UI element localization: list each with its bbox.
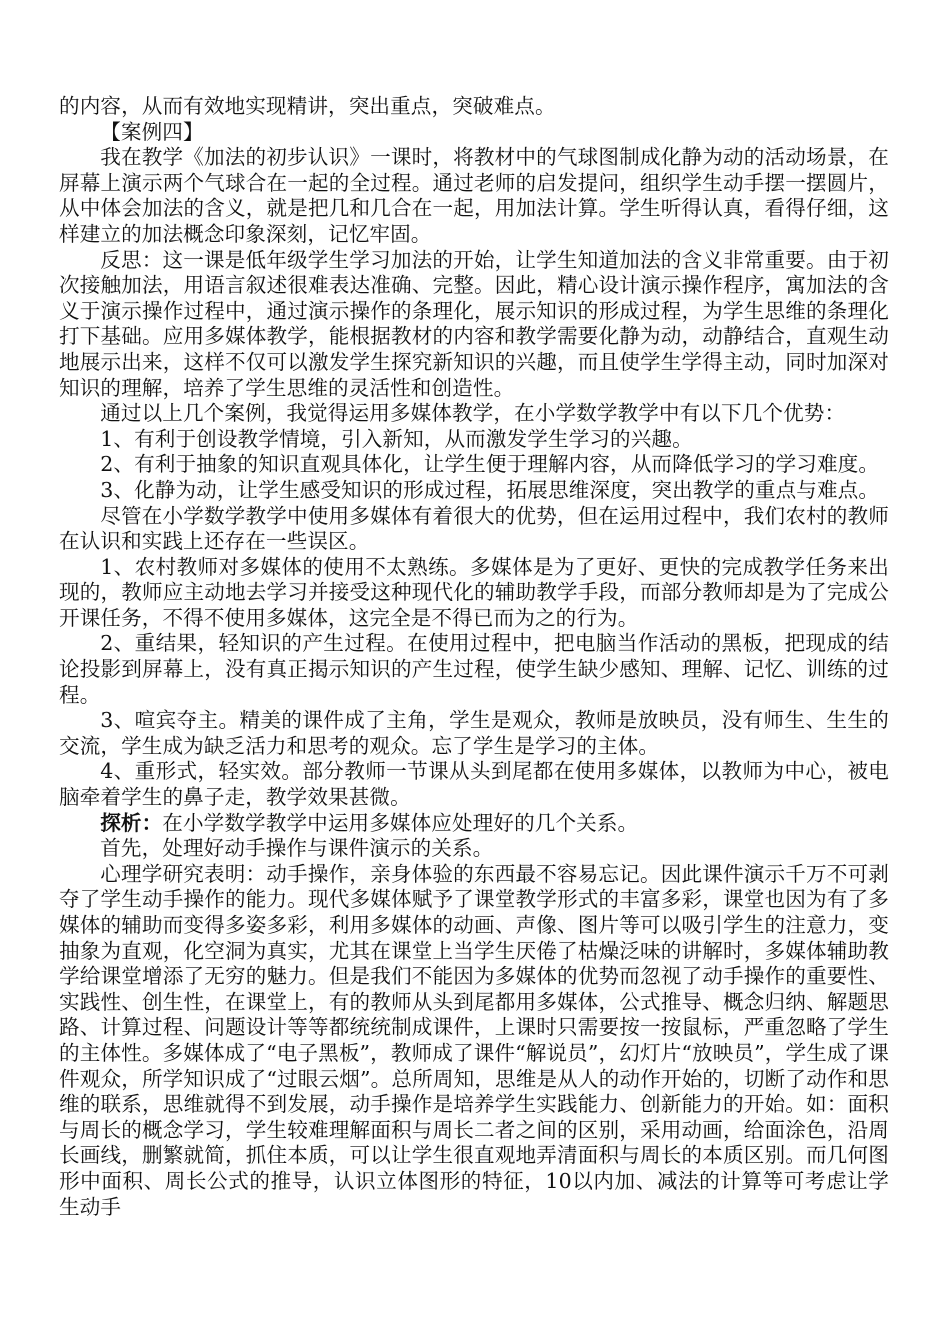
list-item-misconception-3: 3、喧宾夺主。精美的课件成了主角，学生是观众，教师是放映员，没有师生、生生的交流，学生成为缺乏活力和思考的观众。忘了学生是学习的主体。 — [59, 708, 889, 758]
analysis-label: 探析： — [100, 810, 163, 835]
list-item-advantage-3: 3、化静为动，让学生感受知识的形成过程，拓展思维深度，突出教学的重点与难点。 — [100, 477, 880, 502]
paragraph-psychology: 心理学研究表明：动手操作，亲身体验的东西最不容易忘记。因此课件演示千万不可剥夺了学生动手操作的能力。现代多媒体赋予了课堂教学形式的丰富多彩，课堂也因为有了多媒体的辅助而变得多姿多彩，利用多媒体的动画、声像、图片等可以吸引学生的注意力，变抽象为直观，化空洞为真实，尤其在课堂上当学生厌倦了枯燥泛味的讲解时，多媒体辅助教学给课堂增添了无穷的魅力。但是我们不能因为多媒体的优势而忽视了动手操作的重要性、实践性、创生性，在课堂上，有的教师从头到尾都用多媒体，公式推导、概念归纳、解题思路、计算过程、问题设计等等都统统制成课件，上课时只需要按一按鼠标，严重忽略了学生的主体性。多媒体成了“电子黑板”，教师成了课件“解说员”，幻灯片“放映员”，学生成了课件观众，所学知识成了“过眼云烟”。总所周知，思维是从人的动作开始的，切断了动作和思维的联系，思维就得不到发展，动手操作是培养学生实践能力、创新能力的开始。如：面积与周长的概念学习，学生较难理解面积与周长二者之间的区别，采用动画，给面涂色，沿周长画线，删繁就简，抓住本质，可以让学生很直观地弄清面积与周长的本质区别。而几何图形中面积、周长公式的推导，认识立体图形的特征，10以内加、减法的计算等可考虑让学生动手 — [59, 861, 889, 1219]
list-item-advantage-2: 2、有利于抽象的知识直观具体化，让学生便于理解内容，从而降低学习的学习难度。 — [100, 452, 880, 477]
paragraph-first-relation: 首先，处理好动手操作与课件演示的关系。 — [100, 836, 494, 861]
paragraph-analysis — [59, 811, 889, 837]
list-item-misconception-4: 4、重形式，轻实效。部分教师一节课从头到尾都在使用多媒体，以教师为中心，被电脑牵着学生的鼻子走，教学效果甚微。 — [59, 759, 889, 810]
list-item-misconception-2: 2、重结果，轻知识的产生过程。在使用过程中，把电脑当作活动的黑板，把现成的结论投影到屏幕上，没有真正揭示知识的产生过程，使学生缺少感知、理解、记忆、训练的过程。 — [59, 631, 889, 707]
case-heading: 【案例四】 — [100, 119, 204, 144]
list-item-misconception-1: 1、农村教师对多媒体的使用不太熟练。多媒体是为了更好、更快的完成教学任务来出现的，教师应主动地去学习并接受这种现代化的辅助教学手段，而部分教师却是为了完成公开课任务，不得不使用多媒体，这完全是不得已而为之的行为。 — [59, 554, 889, 630]
paragraph-case-four: 我在教学《加法的初步认识》一课时，将教材中的气球图制成化静为动的活动场景，在屏幕上演示两个气球合在一起的全过程。通过老师的启发提问，组织学生动手摆一摆圆片，从中体会加法的含义，就是把几和几合在一起，用加法计算。学生听得认真，看得仔细，这样建立的加法概念印象深刻，记忆牢固。 — [59, 145, 889, 246]
document-page — [59, 94, 889, 1220]
paragraph-continuation: 的内容，从而有效地实现精讲，突出重点，突破难点。 — [59, 94, 556, 118]
paragraph-misconceptions-intro: 尽管在小学数学教学中使用多媒体有着很大的优势，但在运用过程中，我们农村的教师在认识和实践上还存在一些误区。 — [59, 503, 889, 554]
analysis-text: 在小学数学教学中运用多媒体应处理好的几个关系。 — [162, 810, 639, 835]
paragraph-advantages-intro: 通过以上几个案例，我觉得运用多媒体教学，在小学数学教学中有以下几个优势： — [100, 401, 846, 426]
paragraph-reflection: 反思：这一课是低年级学生学习加法的开始，让学生知道加法的含义非常重要。由于初次接触加法，用语言叙述很难表达准确、完整。因此，精心设计演示操作程序，寓加法的含义于演示操作过程中，通过演示操作的条理化，展示知识的形成过程，为学生思维的条理化打下基础。应用多媒体教学，能根据教材的内容和教学需要化静为动，动静结合，直观生动地展示出来，这样不仅可以激发学生探究新知识的兴趣，而且使学生学得主动，同时加深对知识的理解，培养了学生思维的灵活性和创造性。 — [59, 247, 889, 400]
list-item-advantage-1: 1、有利于创设教学情境，引入新知，从而激发学生学习的兴趣。 — [100, 426, 693, 451]
